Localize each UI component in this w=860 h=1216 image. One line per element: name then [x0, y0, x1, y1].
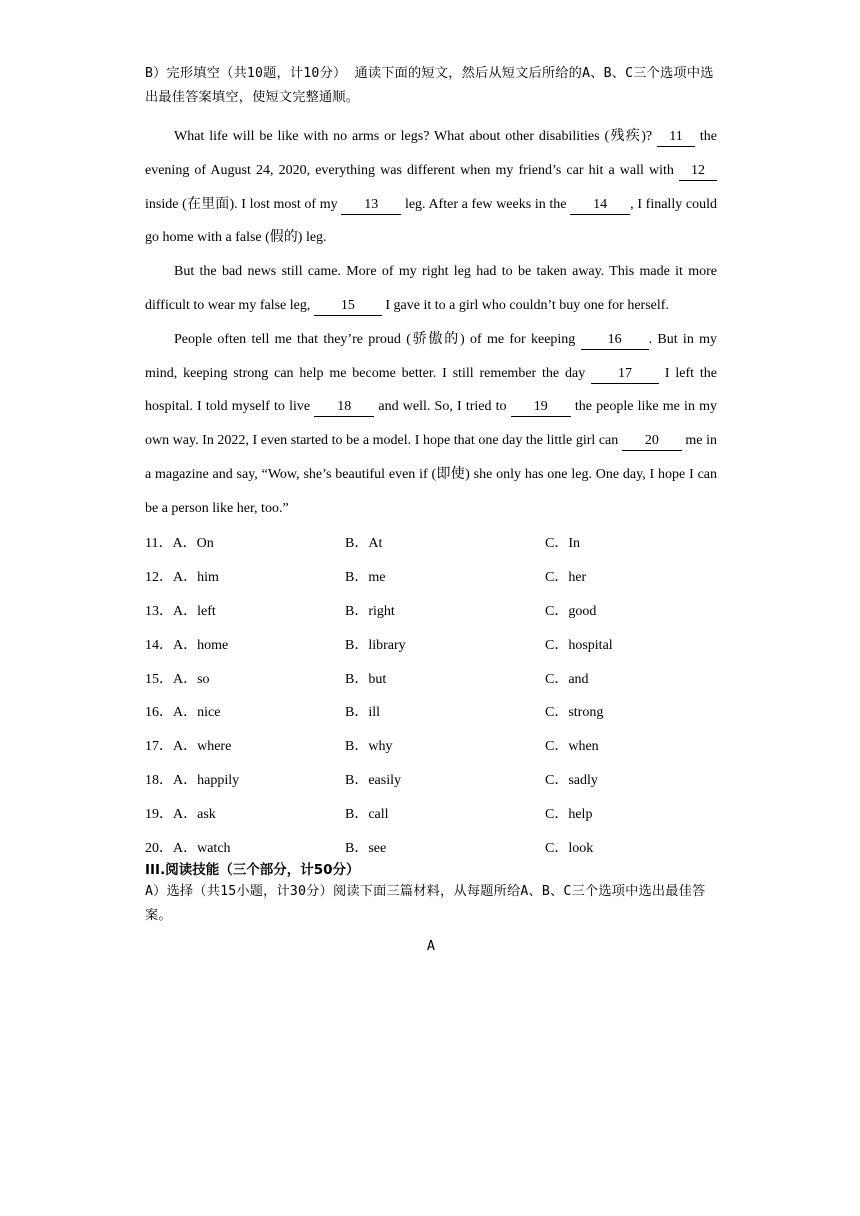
options-list [145, 526, 717, 864]
option-b: B．right [345, 604, 395, 620]
option-a: 17．A．where [145, 739, 232, 755]
blank-17: 17 [591, 365, 659, 384]
option-b: B．me [345, 570, 386, 586]
passage-text: leg. After a few weeks in the [401, 196, 571, 212]
option-a: 13．A．left [145, 604, 216, 620]
blank-16: 16 [581, 331, 649, 350]
blank-19: 19 [511, 398, 571, 417]
passage-text: People often tell me that they’re proud (骄傲的) of me for keeping [174, 331, 581, 347]
passage-text: I gave it to a girl who couldn’t buy one for herself. [381, 297, 669, 313]
passage-text: I left the hospital. I told myself to live [145, 365, 717, 415]
option-row [145, 796, 717, 830]
option-c: C．good [545, 604, 597, 620]
option-a: 11．A．On [145, 536, 214, 552]
section-heading: III.阅读技能（三个部分，计50分） [145, 861, 360, 878]
exam-page [145, 62, 717, 954]
option-b: B．ill [345, 705, 381, 721]
blank-14: 14 [570, 196, 630, 215]
blank-20: 20 [622, 432, 682, 451]
option-row [145, 559, 717, 593]
option-a: 19．A．ask [145, 806, 216, 822]
option-c: C．sadly [545, 773, 598, 789]
option-b: B．see [345, 840, 387, 856]
reading-instructions: A）选择（共15小题，计30分）阅读下面三篇材料，从每题所给A、B、C三个选项中选出最佳答案。 [145, 883, 706, 923]
passage-text: , I finally could go home with a false (假的) leg. [145, 196, 717, 246]
option-c: C．hospital [545, 637, 613, 653]
option-c: C．In [545, 536, 580, 552]
option-b: B．library [345, 637, 406, 653]
option-row [145, 830, 717, 864]
blank-13: 13 [341, 196, 401, 215]
passage-text: inside (在里面). I lost most of my [145, 196, 342, 212]
option-c: C．and [545, 671, 589, 687]
option-row [145, 695, 717, 729]
option-c: C．her [545, 570, 587, 586]
option-c: C．when [545, 739, 599, 755]
blank-15: 15 [314, 297, 382, 316]
option-c: C．help [545, 806, 593, 822]
blank-11: 11 [657, 128, 695, 147]
option-c: C．look [545, 840, 594, 856]
option-a: 12．A．him [145, 570, 219, 586]
passage-paragraph-1 [145, 120, 717, 255]
passage-text: But the bad news still came. More of my right leg had to be taken away. This made it more difficult to wear my false leg, [145, 264, 717, 313]
passage-text: me in a magazine and say, “Wow, she’s beautiful even if (即使) she only has one leg. One day, I hope I can be a person like her, too.” [145, 433, 717, 516]
blank-18: 18 [314, 398, 374, 417]
passage-text: the people like me in my own way. In 2022, I even started to be a model. I hope that one day the little girl can [145, 399, 718, 449]
option-b: B．but [345, 671, 387, 687]
option-row [145, 728, 717, 762]
option-c: C．strong [545, 705, 604, 721]
option-a: 15．A．so [145, 671, 210, 687]
option-row [145, 762, 717, 796]
passage-text: What life will be like with no arms or legs? What about other disabilities (残疾)? [174, 129, 658, 144]
passage-paragraph-3 [145, 323, 717, 526]
option-a: 20．A．watch [145, 840, 231, 856]
option-a: 18．A．happily [145, 773, 240, 789]
option-a: 16．A．nice [145, 705, 221, 721]
passage-text: . But in my mind, keeping strong can help me become better. I still remember the day [145, 331, 717, 381]
blank-12: 12 [679, 162, 717, 181]
cloze-instructions: B）完形填空（共10题，计10分） 通读下面的短文，然后从短文后所给的A、B、C三个选项中选出最佳答案填空，使短文完整通顺。 [145, 66, 714, 105]
option-row [145, 627, 717, 661]
option-row [145, 661, 717, 695]
passage-paragraph-2 [145, 255, 717, 323]
passage-text: the evening of August 24, 2020, everything was different when my friend’s car hit a wall with [145, 129, 718, 178]
option-a: 14．A．home [145, 637, 229, 653]
option-b: B．easily [345, 773, 401, 789]
passage-text: and well. So, I tried to [374, 399, 511, 415]
option-b: B．why [345, 739, 393, 755]
option-b: B．call [345, 806, 389, 822]
passage-label: A [426, 937, 436, 954]
option-b: B．At [345, 536, 383, 552]
option-row [145, 593, 717, 627]
option-row [145, 526, 717, 560]
